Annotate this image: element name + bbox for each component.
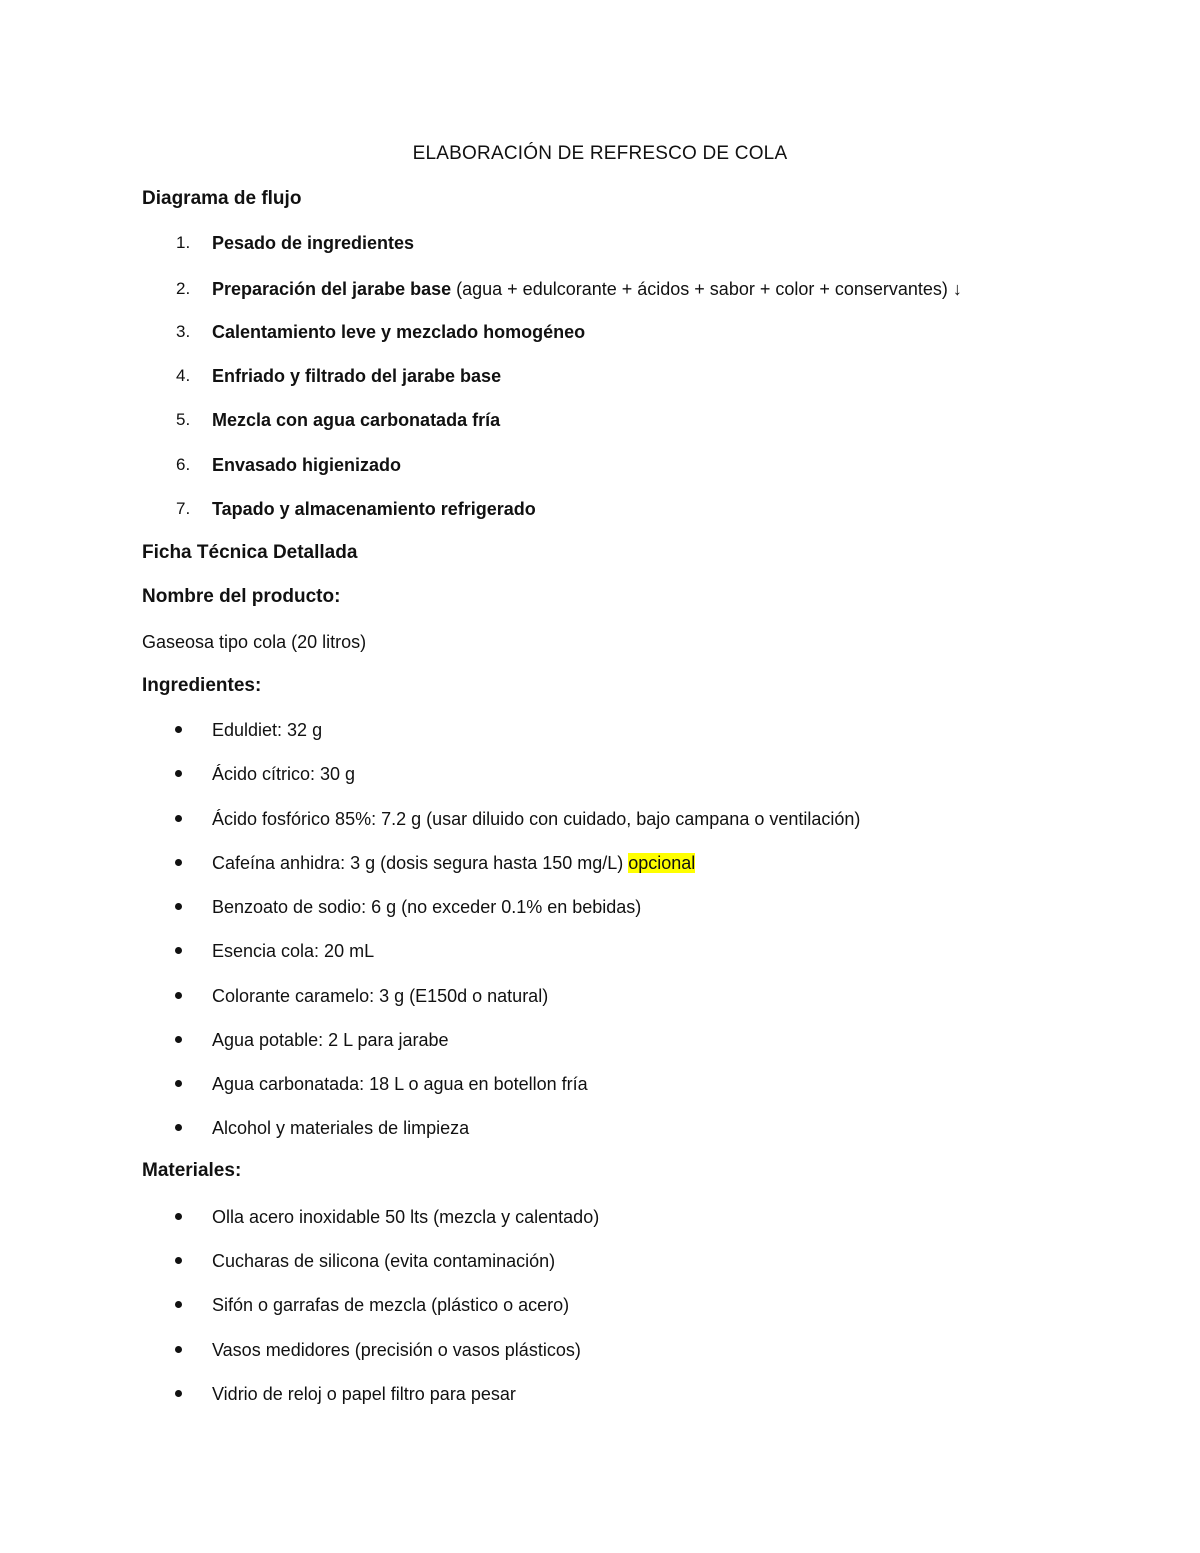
step-number: 6. <box>176 455 191 474</box>
step-number: 3. <box>176 322 191 341</box>
ingredient-text <box>212 851 695 875</box>
bullet-icon <box>175 1036 182 1043</box>
materials-heading: Materiales: <box>142 1160 242 1181</box>
material-text: Cucharas de silicona (evita contaminación) <box>212 1251 556 1271</box>
ingredient-text: Agua potable: 2 L para jarabe <box>212 1030 449 1050</box>
ingredient-text-main: Cafeína anhidra: 3 g (dosis segura hasta 150 mg/L) <box>212 853 629 873</box>
step-number: 1. <box>176 233 191 252</box>
ingredient-text: Alcohol y materiales de limpieza <box>212 1118 470 1138</box>
flow-heading: Diagrama de flujo <box>142 188 302 209</box>
bullet-icon <box>175 1080 182 1087</box>
ingredient-text: Ácido fosfórico 85%: 7.2 g (usar diluido con cuidado, bajo campana o ventilación) <box>212 809 861 829</box>
ingredient-text: Benzoato de sodio: 6 g (no exceder 0.1% en bebidas) <box>212 897 642 917</box>
step-number: 4. <box>176 366 191 385</box>
step-text: Envasado higienizado <box>212 455 402 475</box>
step-number: 2. <box>176 279 191 298</box>
product-name-label: Nombre del producto: <box>142 586 341 607</box>
step-text: Mezcla con agua carbonatada fría <box>212 410 501 430</box>
material-text: Olla acero inoxidable 50 lts (mezcla y calentado) <box>212 1207 600 1227</box>
bullet-icon <box>175 770 182 777</box>
step-text-detail: (agua + edulcorante + ácidos + sabor + color + conservantes) ↓ <box>451 279 962 299</box>
step-number: 5. <box>176 410 191 429</box>
step-text <box>212 277 962 301</box>
ingredient-text: Esencia cola: 20 mL <box>212 941 375 961</box>
bullet-icon <box>175 1346 182 1353</box>
step-text-bold: Preparación del jarabe base <box>212 279 452 299</box>
ingredient-text: Agua carbonatada: 18 L o agua en botellon fría <box>212 1074 588 1094</box>
ingredient-text: Colorante caramelo: 3 g (E150d o natural) <box>212 986 549 1006</box>
bullet-icon <box>175 815 182 822</box>
bullet-icon <box>175 992 182 999</box>
material-text: Vasos medidores (precisión o vasos plásticos) <box>212 1340 581 1360</box>
bullet-icon <box>175 1301 182 1308</box>
step-text: Pesado de ingredientes <box>212 233 415 253</box>
bullet-icon <box>175 726 182 733</box>
step-number: 7. <box>176 499 191 518</box>
ingredients-heading: Ingredientes: <box>142 675 262 696</box>
bullet-icon <box>175 947 182 954</box>
highlighted-text: opcional <box>628 853 696 873</box>
bullet-icon <box>175 1213 182 1220</box>
material-text: Vidrio de reloj o papel filtro para pesar <box>212 1384 516 1404</box>
step-text: Tapado y almacenamiento refrigerado <box>212 499 536 519</box>
bullet-icon <box>175 1257 182 1264</box>
step-text: Enfriado y filtrado del jarabe base <box>212 366 502 386</box>
material-text: Sifón o garrafas de mezcla (plástico o acero) <box>212 1295 570 1315</box>
product-name-value: Gaseosa tipo cola (20 litros) <box>142 632 367 652</box>
tech-sheet-heading: Ficha Técnica Detallada <box>142 542 358 563</box>
bullet-icon <box>175 903 182 910</box>
bullet-icon <box>175 1390 182 1397</box>
ingredient-text: Eduldiet: 32 g <box>212 720 323 740</box>
ingredient-text: Ácido cítrico: 30 g <box>212 764 356 784</box>
bullet-icon <box>175 1124 182 1131</box>
step-text: Calentamiento leve y mezclado homogéneo <box>212 322 586 342</box>
document-title: ELABORACIÓN DE REFRESCO DE COLA <box>412 143 788 164</box>
bullet-icon <box>175 859 182 866</box>
